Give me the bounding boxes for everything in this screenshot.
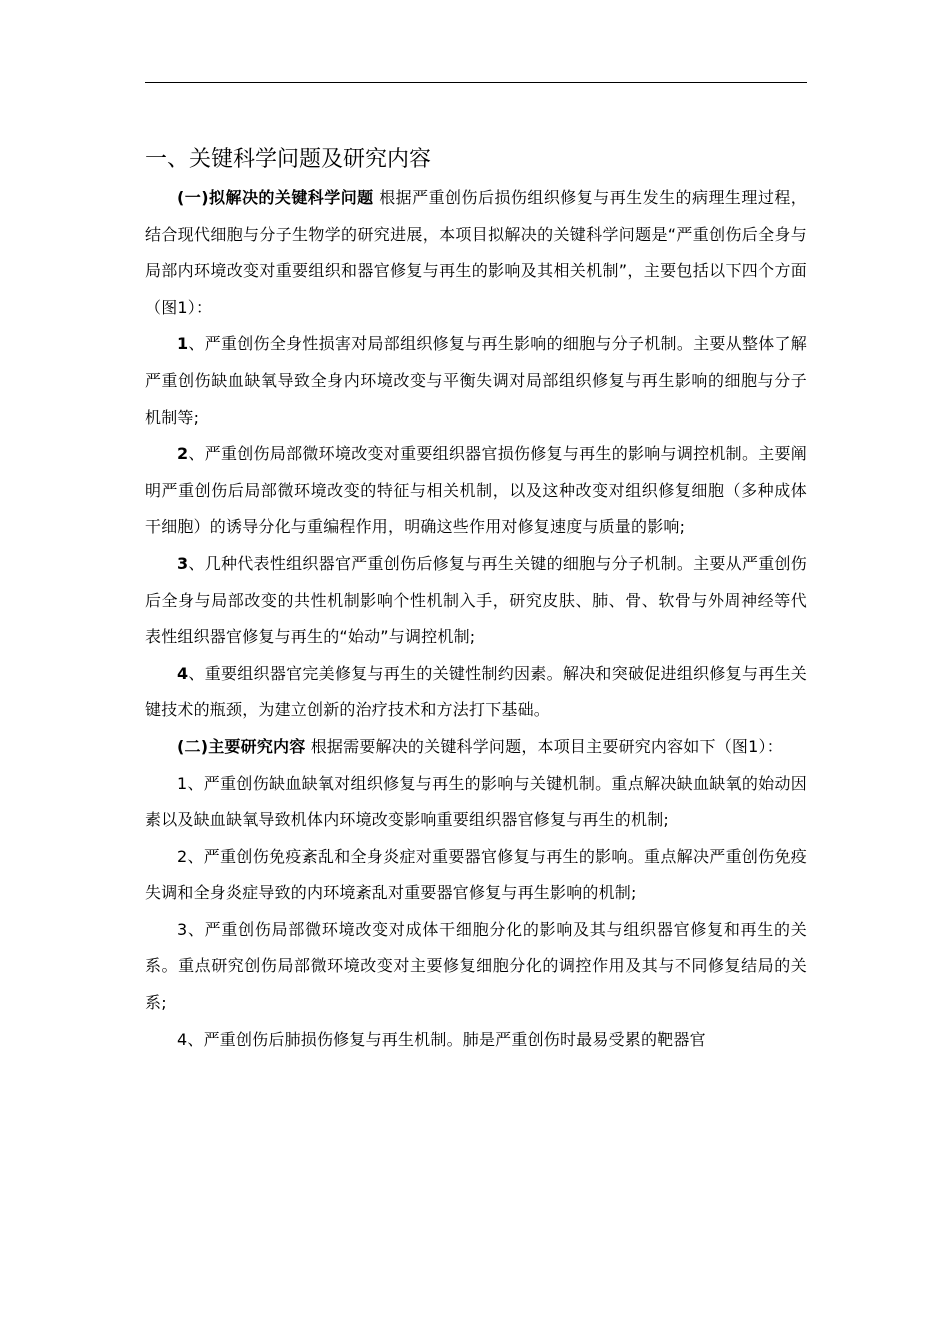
paragraph-text: 、几种代表性组织器官严重创伤后修复与再生关键的细胞与分子机制。主要从严重创伤后全身与局部改变的共性机制影响个性机制入手，研究皮肤、肺、骨、软骨与外周神经等代表性组织器官修复与再生的“始动”与调控机制; — [145, 553, 807, 647]
paragraph-text: 根据严重创伤后损伤组织修复与再生发生的病理生理过程，结合现代细胞与分子生物学的研究进展，本项目拟解决的关键科学问题是“严重创伤后全身与局部内环境改变对重要组织和器官修复与再生的影响及其相关机制”，主要包括以下四个方面（图1）： — [145, 188, 807, 317]
section-heading: 一、关键科学问题及研究内容 — [145, 147, 432, 172]
paragraph-content-2 — [145, 839, 807, 912]
header-rule — [145, 82, 807, 83]
paragraph-text: 根据需要解决的关键科学问题，本项目主要研究内容如下（图1）： — [305, 736, 783, 756]
paragraph-content-1 — [145, 766, 807, 839]
paragraph-text: 2、严重创伤免疫紊乱和全身炎症对重要器官修复与再生的影响。重点解决严重创伤免疫失调和全身炎症导致的内环境紊乱对重要器官修复与再生影响的机制; — [145, 846, 807, 903]
paragraph-text: 3、严重创伤局部微环境改变对成体干细胞分化的影响及其与组织器官修复和再生的关系。重点研究创伤局部微环境改变对主要修复细胞分化的调控作用及其与不同修复结局的关系; — [145, 919, 807, 1013]
paragraph-lead: 4 — [177, 663, 189, 683]
paragraph-item-3 — [145, 546, 807, 656]
paragraph-lead: 2 — [177, 444, 189, 464]
paragraph-item-4 — [145, 656, 807, 729]
paragraph-lead: 1 — [177, 334, 189, 354]
paragraph-lead: (二)主要研究内容 — [177, 736, 306, 756]
paragraph-key-question — [145, 180, 807, 326]
paragraph-text: 1、严重创伤缺血缺氧对组织修复与再生的影响与关键机制。重点解决缺血缺氧的始动因素以及缺血缺氧导致机体内环境改变影响重要组织器官修复与再生的机制; — [145, 773, 807, 830]
paragraph-text: 、严重创伤局部微环境改变对重要组织器官损伤修复与再生的影响与调控机制。主要阐明严重创伤后局部微环境改变的特征与相关机制，以及这种改变对组织修复细胞（多种成体干细胞）的诱导分化与重编程作用，明确这些作用对修复速度与质量的影响; — [145, 444, 807, 537]
paragraph-lead: 3 — [177, 553, 189, 573]
paragraph-research-content — [145, 729, 807, 766]
paragraph-text: 、重要组织器官完美修复与再生的关键性制约因素。解决和突破促进组织修复与再生关键技术的瓶颈，为建立创新的治疗技术和方法打下基础。 — [145, 663, 807, 720]
paragraph-content-3 — [145, 912, 807, 1022]
paragraph-item-1 — [145, 326, 807, 436]
paragraph-lead: (一)拟解决的关键科学问题 — [177, 188, 374, 207]
paragraph-content-4 — [145, 1022, 807, 1059]
paragraph-item-2 — [145, 436, 807, 546]
paragraph-text: 、严重创伤全身性损害对局部组织修复与再生影响的细胞与分子机制。主要从整体了解严重创伤缺血缺氧导致全身内环境改变与平衡失调对局部组织修复与再生影响的细胞与分子机制等; — [145, 334, 807, 427]
document-body — [145, 140, 807, 1058]
paragraph-text: 4、严重创伤后肺损伤修复与再生机制。肺是严重创伤时最易受累的靶器官 — [177, 1029, 706, 1049]
